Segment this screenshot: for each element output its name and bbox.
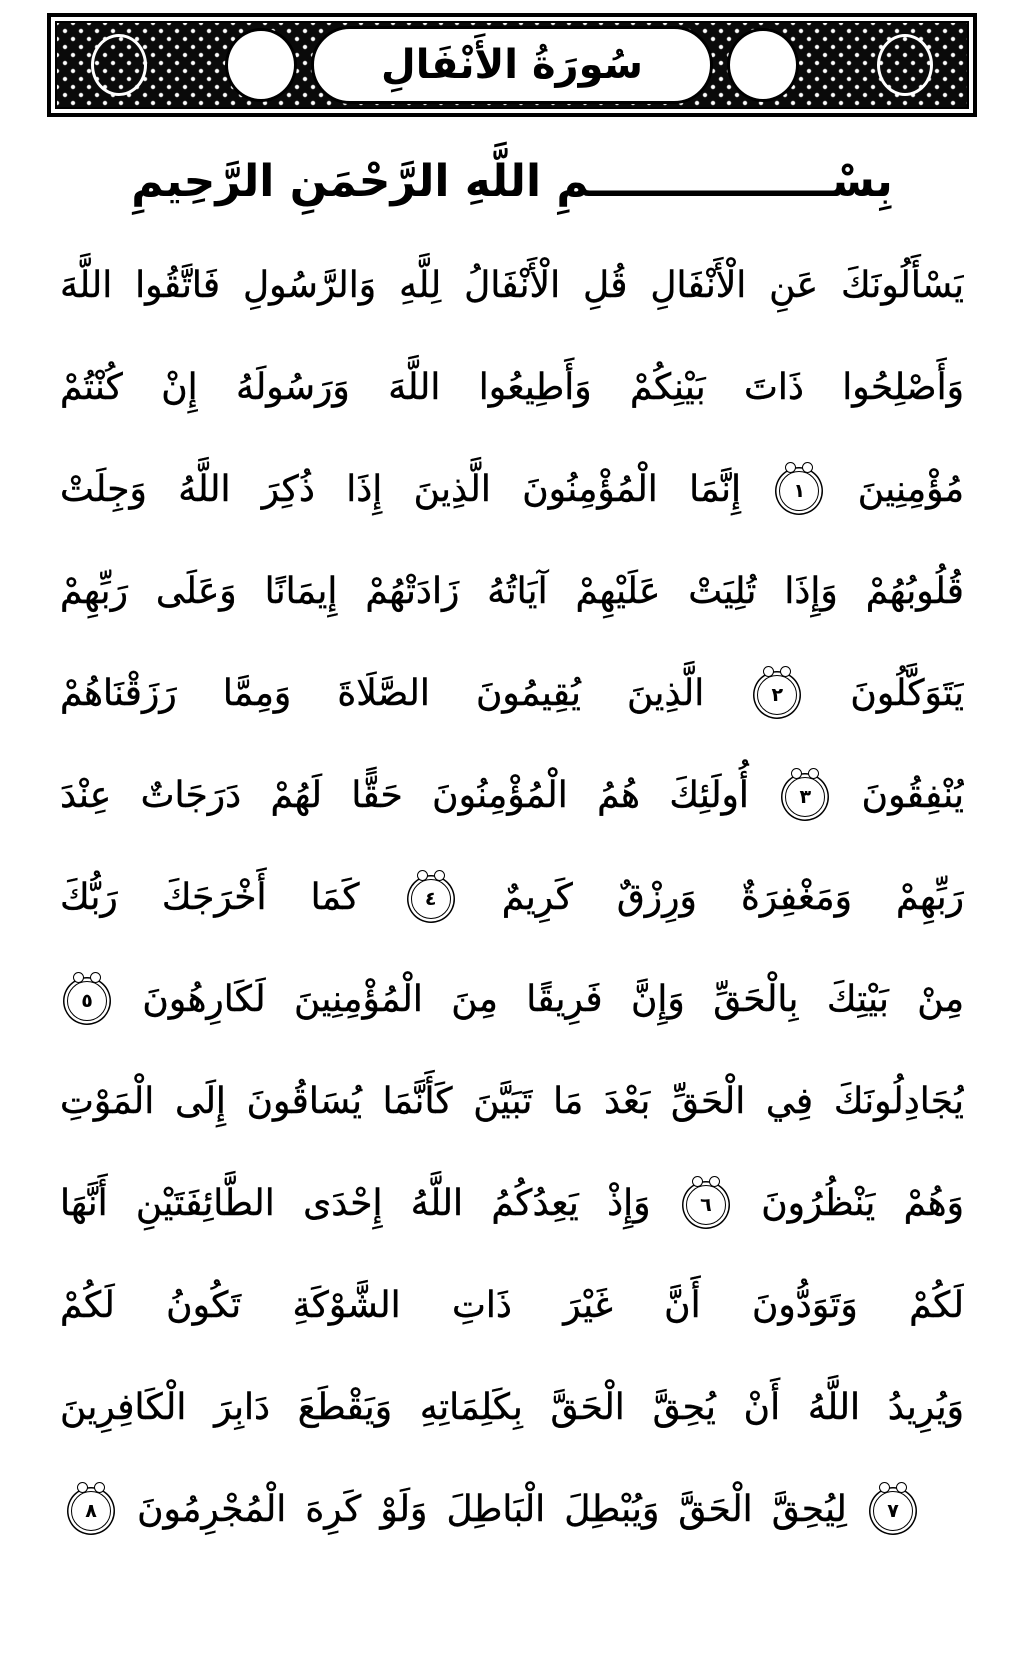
quran-line-13	[60, 1459, 964, 1561]
ayah-number: ٨	[85, 1499, 97, 1522]
ayah-number: ٢	[771, 683, 784, 706]
ayah-text: أُولَئِكَ هُمُ الْمُؤْمِنُونَ حَقًّا لَهُمْ دَرَجَاتٌ عِنْدَ	[60, 775, 749, 816]
quran-line-9	[60, 1051, 964, 1153]
ayah-marker-icon	[785, 777, 825, 817]
quran-line-2	[60, 337, 964, 439]
surah-title-cartouche	[311, 26, 713, 104]
quran-line-12	[60, 1357, 964, 1459]
ayah-text: لَكُمْ وَتَوَدُّونَ أَنَّ غَيْرَ ذَاتِ الشَّوْكَةِ تَكُونُ لَكُمْ	[60, 1285, 964, 1326]
ayah-number: ٣	[799, 785, 812, 808]
ayah-number: ٧	[887, 1499, 899, 1522]
quran-line-3	[60, 439, 964, 541]
ornament-medallion-icon	[225, 28, 297, 102]
ayah-text: وَيُرِيدُ اللَّهُ أَنْ يُحِقَّ الْحَقَّ بِكَلِمَاتِهِ وَيَقْطَعَ دَابِرَ الْكَافِرِينَ	[60, 1387, 964, 1428]
ornament-ring-icon	[91, 34, 147, 96]
ornament-medallion-icon	[727, 28, 799, 102]
ayah-marker-icon	[757, 675, 797, 715]
quran-line-10	[60, 1153, 964, 1255]
basmala-text: بِسْــــــــــــــــمِ اللَّهِ الرَّحْمَنِ الرَّحِيمِ	[131, 155, 893, 207]
ayah-number: ٤	[424, 887, 437, 910]
ayah-marker-icon	[71, 1491, 111, 1531]
quran-line-8	[60, 949, 964, 1051]
quran-line-5	[60, 643, 964, 745]
ayah-marker-icon	[411, 879, 451, 919]
ayah-number: ٥	[81, 989, 93, 1012]
ayah-text: وَأَصْلِحُوا ذَاتَ بَيْنِكُمْ وَأَطِيعُوا اللَّهَ وَرَسُولَهُ إِنْ كُنْتُمْ	[60, 367, 964, 408]
ayah-marker-icon	[686, 1185, 726, 1225]
ayah-text: يَتَوَكَّلُونَ	[850, 673, 964, 714]
quran-text-block	[60, 235, 964, 1561]
ayah-marker-icon	[67, 981, 107, 1021]
ornament-ring-icon	[877, 34, 933, 96]
ayah-text: يَسْأَلُونَكَ عَنِ الْأَنْفَالِ قُلِ الْأَنْفَالُ لِلَّهِ وَالرَّسُولِ فَاتَّقُوا اللَّهَ	[60, 265, 964, 306]
ayah-marker-icon	[873, 1491, 913, 1531]
ayah-text: لِيُحِقَّ الْحَقَّ وَيُبْطِلَ الْبَاطِلَ وَلَوْ كَرِهَ الْمُجْرِمُونَ	[137, 1489, 847, 1530]
ayah-text: يُنْفِقُونَ	[861, 775, 964, 816]
quran-line-1	[60, 235, 964, 337]
basmala-row	[0, 133, 1024, 229]
ayah-text: مُؤْمِنِينَ	[857, 469, 964, 510]
ayah-marker-icon	[779, 471, 819, 511]
surah-header-banner	[47, 13, 977, 117]
quran-line-6	[60, 745, 964, 847]
ayah-text: إِنَّمَا الْمُؤْمِنُونَ الَّذِينَ إِذَا ذُكِرَ اللَّهُ وَجِلَتْ	[60, 469, 741, 510]
quran-line-4	[60, 541, 964, 643]
ayah-text: قُلُوبُهُمْ وَإِذَا تُلِيَتْ عَلَيْهِمْ آيَاتُهُ زَادَتْهُمْ إِيمَانًا وَعَلَى رَبِّهِمْ	[60, 571, 964, 612]
surah-title: سُورَةُ الأَنْفَالِ	[380, 42, 643, 88]
ayah-text: كَمَا أَخْرَجَكَ رَبُّكَ	[60, 877, 360, 918]
ayah-text: يُجَادِلُونَكَ فِي الْحَقِّ بَعْدَ مَا تَبَيَّنَ كَأَنَّمَا يُسَاقُونَ إِلَى الْمَوْتِ	[60, 1081, 964, 1122]
ayah-number: ١	[793, 479, 806, 502]
quran-line-7	[60, 847, 964, 949]
ayah-text: وَإِذْ يَعِدُكُمُ اللَّهُ إِحْدَى الطَّائِفَتَيْنِ أَنَّهَا	[60, 1183, 651, 1224]
quran-line-11	[60, 1255, 964, 1357]
arabesque-ornament-band	[55, 21, 969, 109]
ayah-text: وَهُمْ يَنْظُرُونَ	[761, 1183, 964, 1224]
ayah-text: مِنْ بَيْتِكَ بِالْحَقِّ وَإِنَّ فَرِيقًا مِنَ الْمُؤْمِنِينَ لَكَارِهُونَ	[142, 979, 964, 1020]
ayah-number: ٦	[700, 1193, 712, 1216]
ayah-text: رَبِّهِمْ وَمَغْفِرَةٌ وَرِزْقٌ كَرِيمٌ	[501, 877, 964, 918]
ayah-text: الَّذِينَ يُقِيمُونَ الصَّلَاةَ وَمِمَّا رَزَقْنَاهُمْ	[60, 673, 705, 714]
